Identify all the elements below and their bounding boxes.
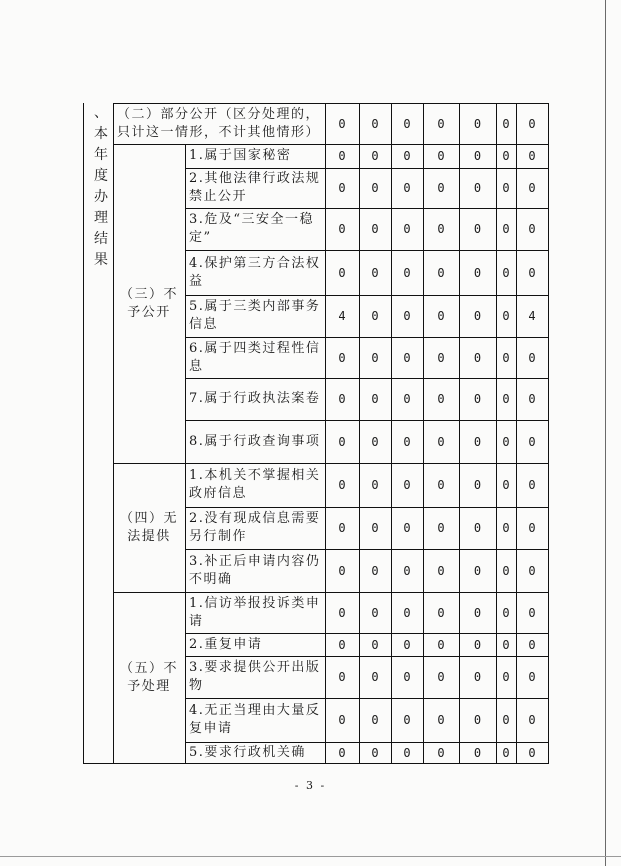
value-cell: 0 bbox=[338, 563, 346, 578]
value-cell: 0 bbox=[371, 637, 379, 652]
value-cell: 0 bbox=[437, 265, 445, 280]
value-cell: 0 bbox=[338, 149, 346, 163]
value-cell: 0 bbox=[437, 350, 445, 365]
value-cell: 0 bbox=[371, 265, 379, 280]
value-cell: 0 bbox=[437, 637, 445, 652]
value-cell: 0 bbox=[473, 713, 482, 727]
value-cell: 0 bbox=[473, 309, 482, 323]
value-cell: 0 bbox=[528, 605, 536, 620]
value-cell: 0 bbox=[338, 637, 346, 652]
value-cell: 0 bbox=[371, 713, 379, 727]
value-cell: 0 bbox=[371, 478, 379, 492]
value-cell: 0 bbox=[473, 392, 482, 406]
value-cell: 0 bbox=[403, 265, 411, 280]
value-cell: 0 bbox=[473, 434, 482, 449]
group-label-not-processed: （五）不予处理 bbox=[119, 660, 178, 694]
value-cell: 0 bbox=[371, 350, 379, 365]
value-cell: 0 bbox=[437, 181, 445, 195]
row-label-9: 1.本机关不掌握相关政府信息 bbox=[189, 468, 321, 501]
value-cell: 0 bbox=[528, 478, 536, 492]
value-cell: 0 bbox=[502, 637, 510, 652]
group-label-not-open: （三）不予公开 bbox=[119, 286, 178, 320]
value-cell: 0 bbox=[437, 670, 445, 684]
value-cell: 0 bbox=[338, 181, 346, 195]
value-cell: 0 bbox=[473, 637, 482, 652]
value-cell: 0 bbox=[473, 478, 482, 492]
side-label-char: 年 bbox=[94, 147, 108, 163]
value-cell: 0 bbox=[371, 434, 379, 449]
side-label bbox=[90, 103, 112, 763]
value-cell: 0 bbox=[437, 713, 445, 727]
value-cell: 0 bbox=[502, 149, 510, 163]
value-cell: 0 bbox=[473, 563, 482, 578]
value-cell: 0 bbox=[528, 521, 536, 535]
value-cell: 0 bbox=[473, 605, 482, 620]
value-cell: 0 bbox=[502, 434, 510, 449]
row-label-3: 3.危及“三安全一稳定” bbox=[189, 212, 315, 245]
row-label-7: 7.属于行政执法案卷 bbox=[189, 391, 321, 406]
row-label-4: 4.保护第三方合法权益 bbox=[189, 255, 321, 289]
value-cell: 0 bbox=[473, 745, 482, 760]
value-cell: 0 bbox=[437, 563, 445, 578]
value-cell: 0 bbox=[528, 392, 536, 406]
value-cell: 0 bbox=[403, 309, 411, 323]
value-cell: 0 bbox=[371, 392, 379, 406]
value-cell: 0 bbox=[338, 434, 346, 449]
side-label-char: 、 bbox=[94, 105, 108, 121]
row-label-15: 4.无正当理由大量反复申请 bbox=[189, 703, 321, 736]
value-cell: 0 bbox=[473, 116, 482, 131]
table-divider-col-7 bbox=[548, 103, 549, 764]
value-cell: 0 bbox=[403, 478, 411, 492]
value-cell: 0 bbox=[502, 222, 510, 236]
value-cell: 0 bbox=[371, 116, 379, 131]
row-label-1: 1.属于国家秘密 bbox=[189, 148, 292, 163]
value-cell: 0 bbox=[403, 116, 411, 131]
value-cell: 0 bbox=[502, 713, 510, 727]
value-cell: 0 bbox=[371, 222, 379, 236]
value-cell: 0 bbox=[473, 222, 482, 236]
value-cell: 0 bbox=[528, 350, 536, 365]
value-cell: 0 bbox=[403, 350, 411, 365]
value-cell: 0 bbox=[528, 670, 536, 684]
side-label-char: 办 bbox=[94, 189, 108, 205]
value-cell: 0 bbox=[371, 670, 379, 684]
value-cell: 0 bbox=[502, 350, 510, 365]
value-cell: 0 bbox=[403, 605, 411, 620]
value-cell: 0 bbox=[528, 637, 536, 652]
value-cell: 4 bbox=[338, 309, 346, 323]
row-label-16: 5.要求行政机关确 bbox=[189, 744, 306, 760]
value-cell: 0 bbox=[502, 181, 510, 195]
value-cell: 0 bbox=[528, 116, 536, 131]
value-cell: 0 bbox=[338, 521, 346, 535]
row-label-12: 1.信访举报投诉类申请 bbox=[189, 595, 321, 629]
value-cell: 0 bbox=[338, 478, 346, 492]
side-label-char: 本 bbox=[94, 126, 108, 142]
row-label-2: 2.其他法律行政法规禁止公开 bbox=[189, 171, 321, 204]
value-cell: 0 bbox=[528, 265, 536, 280]
row-label-11: 3.补正后申请内容仍不明确 bbox=[189, 553, 321, 587]
value-cell: 0 bbox=[403, 713, 411, 727]
value-cell: 0 bbox=[403, 181, 411, 195]
value-cell: 0 bbox=[403, 521, 411, 535]
value-cell: 0 bbox=[502, 670, 510, 684]
table-border-left bbox=[83, 103, 84, 764]
value-cell: 0 bbox=[403, 222, 411, 236]
value-cell: 0 bbox=[473, 265, 482, 280]
value-cell: 0 bbox=[502, 116, 510, 131]
row-label-6: 6.属于四类过程性信息 bbox=[189, 340, 321, 374]
value-cell: 0 bbox=[437, 745, 445, 760]
value-cell: 0 bbox=[502, 309, 510, 323]
value-cell: 0 bbox=[338, 116, 346, 131]
value-cell: 0 bbox=[403, 637, 411, 652]
value-cell: 0 bbox=[502, 563, 510, 578]
value-cell: 0 bbox=[371, 745, 379, 760]
value-cell: 0 bbox=[437, 309, 445, 323]
value-cell: 0 bbox=[528, 434, 536, 449]
row-label-5: 5.属于三类内部事务信息 bbox=[189, 299, 321, 332]
value-cell: 0 bbox=[502, 265, 510, 280]
value-cell: 0 bbox=[437, 392, 445, 406]
row-label-10: 2.没有现成信息需要另行制作 bbox=[189, 511, 321, 544]
value-cell: 0 bbox=[338, 745, 346, 760]
value-cell: 0 bbox=[528, 563, 536, 578]
value-cell: 0 bbox=[437, 149, 445, 163]
group-label-cannot-provide: （四）无法提供 bbox=[119, 510, 178, 544]
row-label-13: 2.重复申请 bbox=[189, 636, 263, 652]
value-cell: 0 bbox=[528, 181, 536, 195]
side-label-char: 度 bbox=[94, 168, 108, 184]
value-cell: 0 bbox=[371, 149, 379, 163]
value-cell: 0 bbox=[403, 563, 411, 578]
value-cell: 0 bbox=[371, 309, 379, 323]
value-cell: 0 bbox=[502, 478, 510, 492]
value-cell: 0 bbox=[403, 392, 411, 406]
table-row-line-17 bbox=[83, 763, 549, 764]
value-cell: 0 bbox=[473, 149, 482, 163]
row-label-14: 3.要求提供公开出版物 bbox=[189, 660, 321, 693]
value-cell: 0 bbox=[338, 265, 346, 280]
value-cell: 0 bbox=[502, 521, 510, 535]
value-cell: 0 bbox=[403, 745, 411, 760]
value-cell: 0 bbox=[437, 521, 445, 535]
value-cell: 0 bbox=[371, 563, 379, 578]
value-cell: 0 bbox=[437, 116, 445, 131]
value-cell: 0 bbox=[473, 350, 482, 365]
value-cell: 0 bbox=[403, 670, 411, 684]
page-number: - 3 - bbox=[294, 779, 327, 792]
value-cell: 0 bbox=[403, 149, 411, 163]
side-label-char: 结 bbox=[94, 231, 108, 247]
value-cell: 0 bbox=[437, 222, 445, 236]
value-cell: 0 bbox=[403, 434, 411, 449]
value-cell: 0 bbox=[371, 521, 379, 535]
value-cell: 0 bbox=[528, 149, 536, 163]
side-label-char: 果 bbox=[94, 252, 108, 268]
value-cell: 0 bbox=[473, 670, 482, 684]
side-label-char: 理 bbox=[94, 210, 108, 226]
value-cell: 0 bbox=[371, 605, 379, 620]
value-cell: 0 bbox=[502, 605, 510, 620]
value-cell: 0 bbox=[338, 713, 346, 727]
value-cell: 0 bbox=[437, 478, 445, 492]
value-cell: 0 bbox=[437, 434, 445, 449]
row-label-8: 8.属于行政查询事项 bbox=[189, 433, 321, 449]
value-cell: 0 bbox=[473, 181, 482, 195]
value-cell: 4 bbox=[528, 309, 536, 323]
value-cell: 0 bbox=[473, 521, 482, 535]
value-cell: 0 bbox=[502, 392, 510, 406]
value-cell: 0 bbox=[528, 745, 536, 760]
value-cell: 0 bbox=[338, 350, 346, 365]
row-label-partial-open: （二）部分公开（区分处理的，只计这一情形，不计其他情形） bbox=[117, 106, 321, 140]
value-cell: 0 bbox=[502, 745, 510, 760]
value-cell: 0 bbox=[338, 670, 346, 684]
value-cell: 0 bbox=[528, 222, 536, 236]
value-cell: 0 bbox=[371, 181, 379, 195]
value-cell: 0 bbox=[528, 713, 536, 727]
value-cell: 0 bbox=[338, 605, 346, 620]
value-cell: 0 bbox=[338, 392, 346, 406]
value-cell: 0 bbox=[338, 222, 346, 236]
value-cell: 0 bbox=[437, 605, 445, 620]
